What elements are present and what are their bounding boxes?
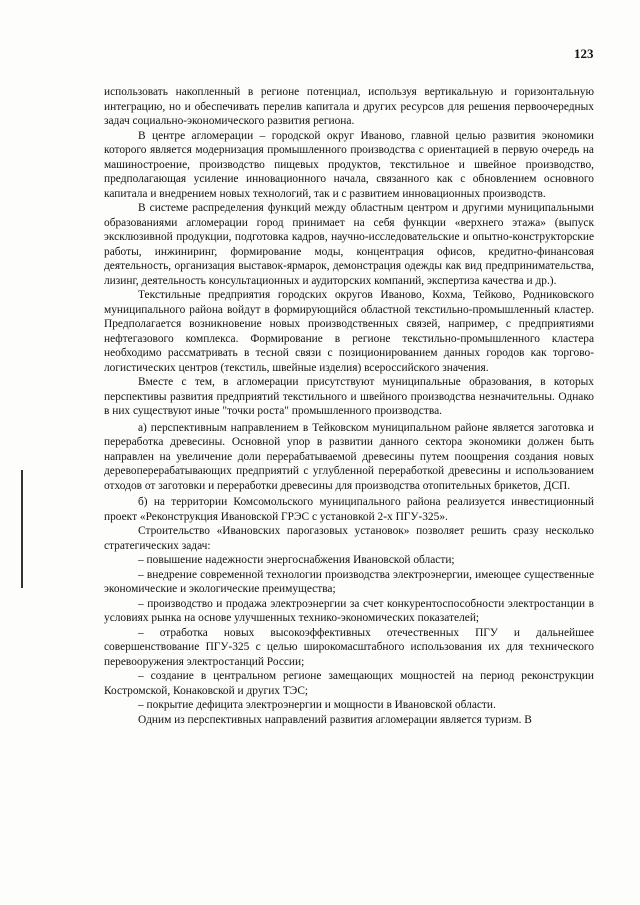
- paragraph-tourism: Одним из перспективных направлений развития агломерации является туризм. В: [138, 713, 532, 726]
- list-item-pgu-development: – отработка новых высокоэффективных отечественных ПГУ и дальнейшее совершенствование ПГУ-325 с целью широкомасштабного использования их для технического перевооружения электростанций России;: [104, 626, 594, 668]
- paragraph-ivanovo-center: В центре агломерации – городской округ Иваново, главной целью развития экономики которого является модернизация промышленного производства с ориентацией в первую очередь на машиностроение, производство пищевых продуктов, текстильное и швейное производство, предполагающая усиление инновационного начала, связанного как с обновлением основного капитала и внедрением новых технологий, так и с развитием инновационных производств.: [104, 129, 594, 200]
- paragraph-growth-points: Вместе с тем, в агломерации присутствуют муниципальные образования, в которых перспективы развития предприятий текстильного и швейного производства незначительны. Однако в них существуют иные "точки роста" промышленного производства.: [104, 376, 594, 417]
- paragraph-textile-cluster: Текстильные предприятия городских округов Иваново, Кохма, Тейково, Родниковского муниципального района войдут в формирующийся областной текстильно-промышленный кластер. Предполагается возникновение новых производственных связей, например, с предприятиями нефтегазового комплекса. Формирование в регионе текстильно-промышленного кластера необходимо рассматривать в тесной связи с позиционированием данных городов как торгово-логистических центров (текстиль, швейные изделия) всероссийского значения.: [104, 289, 594, 374]
- paragraph-continuation: использовать накопленный в регионе потенциал, используя вертикальную и горизонтальную интеграцию, но и обеспечивать перелив капитала и других ресурсов для решения первоочередных задач социально-экономического развития региона.: [104, 86, 594, 127]
- margin-scan-mark: [21, 470, 23, 588]
- list-item-deficit-coverage: – покрытие дефицита электроэнергии и мощности в Ивановской области.: [138, 699, 496, 711]
- paragraph-strategic-tasks: Строительство «Ивановских парогазовых установок» позволяет решить сразу несколько стратегических задач:: [104, 525, 594, 552]
- paragraph-item-b-gres: б) на территории Комсомольского муниципального района реализуется инвестиционный проект «Реконструкция Ивановской ГРЭС с установкой 2-х ПГУ-325».: [104, 496, 594, 523]
- list-item-technology: – внедрение современной технологии производства электроэнергии, имеющее существенные экономические и экологические преимущества;: [104, 568, 594, 595]
- page-number: 123: [574, 46, 594, 61]
- document-body: [104, 85, 594, 727]
- paragraph-item-a-timber: а) перспективным направлением в Тейковском муниципальном районе является заготовка и переработка древесины. Основной упор в развитии данного сектора экономики должен быть направлен на увеличение доли перерабатываемой древесины путем поощрения создания новых деревоперерабатывающих предприятий с углубленной переработкой древесины и использованием отходов от заготовки и переработки древесины для производства отопительных брикетов, ДСП.: [104, 421, 594, 492]
- list-item-sales: – производство и продажа электроэнергии за счет конкурентоспособности электростанции в условиях рынка на основе улучшенных технико-экономических показателей;: [104, 597, 594, 624]
- list-item-replacement-capacity: – создание в центральном регионе замещающих мощностей на период реконструкции Костромской, Конаковской и других ТЭС;: [104, 670, 594, 697]
- list-item-reliability: – повышение надежности энергоснабжения Ивановской области;: [138, 554, 455, 566]
- paragraph-functions-distribution: В системе распределения функций между областным центром и другими муниципальными образованиями агломерации город принимает на себя функции «верхнего этажа» (выпуск эксклюзивной продукции, подготовка кадров, научно-исследовательские и опытно-конструкторские работы, инжиниринг, формирование моды, концентрация офисов, кредитно-финансовая деятельность, организация выставок-ярмарок, демонстрация одежды как вид предпринимательства, лизинг, деятельность консультационных и аудиторских компаний, экспертиза качества и др.).: [104, 202, 594, 287]
